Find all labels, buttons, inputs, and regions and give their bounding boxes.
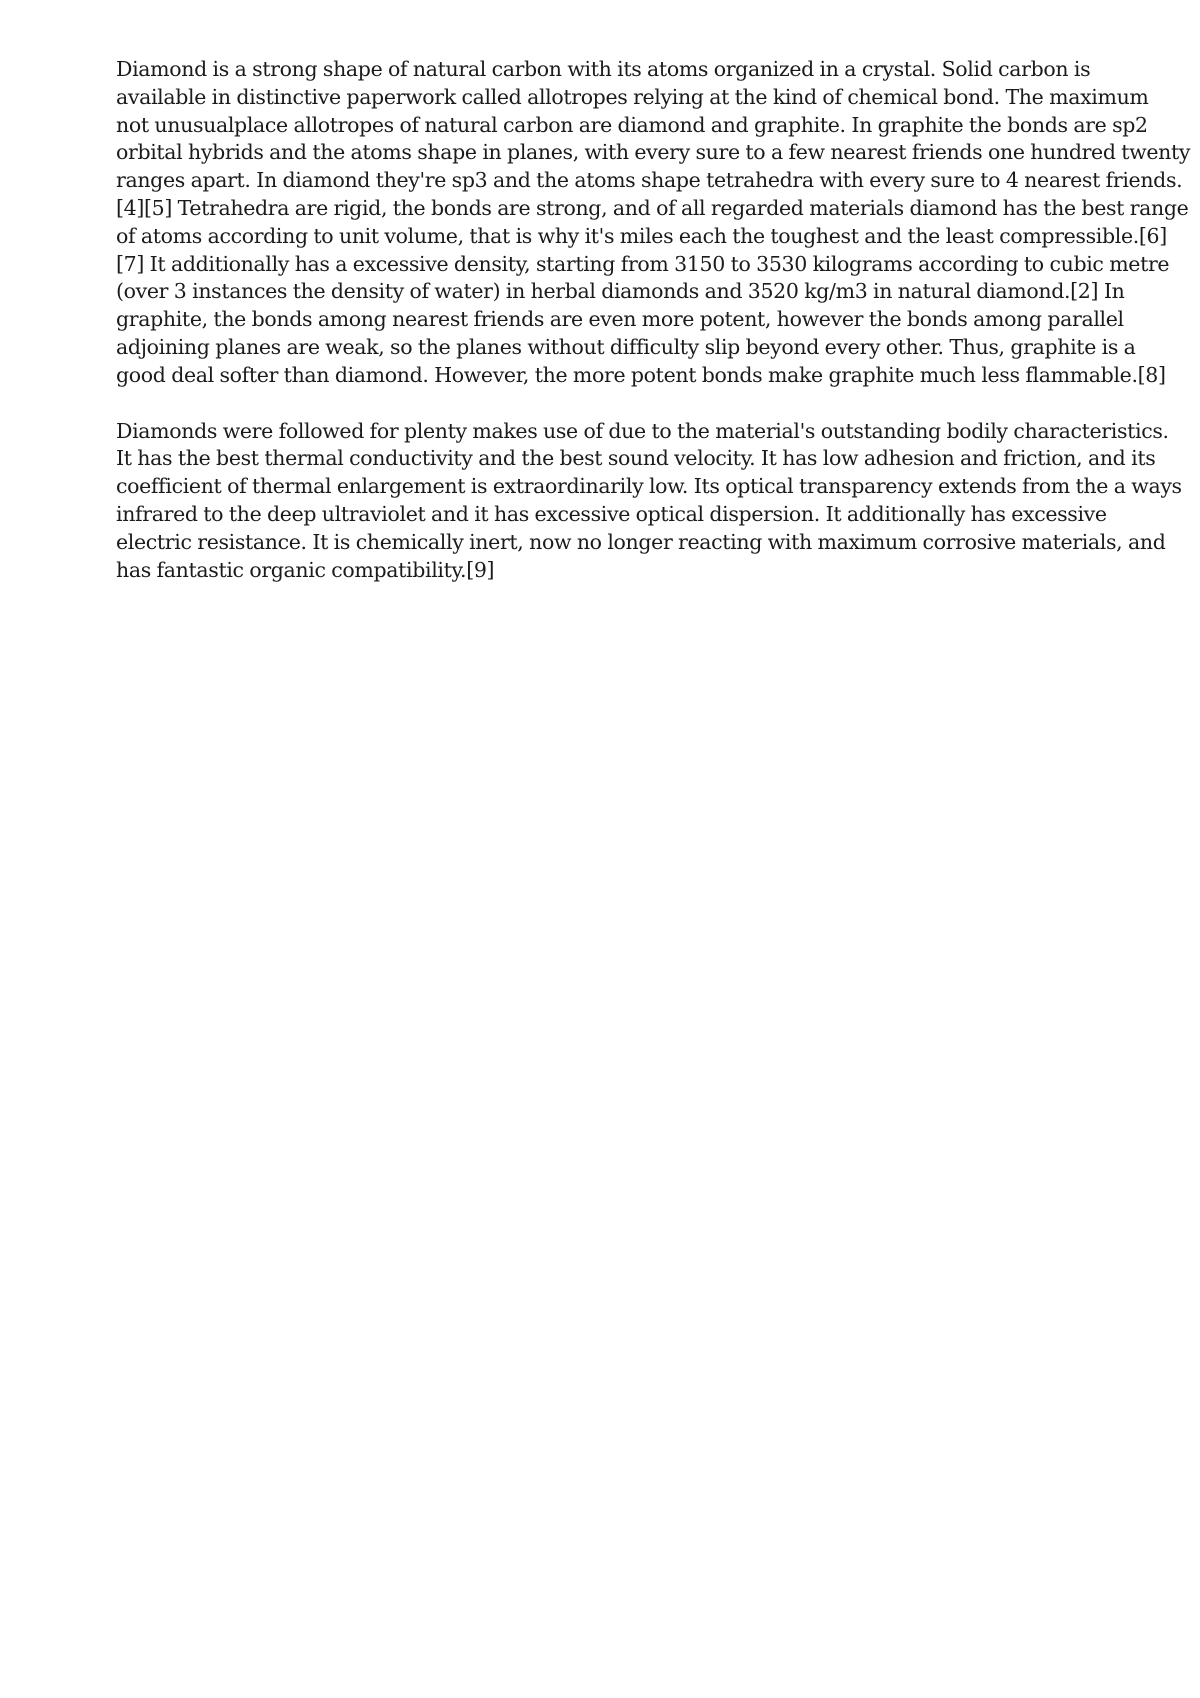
text-line: (over 3 instances the density of water) in herbal diamonds and 3520 kg/m3 in natural diamond.[2] In bbox=[116, 279, 1125, 304]
text-line: available in distinctive paperwork called allotropes relying at the kind of chemical bond. The maximum bbox=[116, 84, 1149, 109]
document-page bbox=[116, 56, 1191, 612]
text-line: graphite, the bonds among nearest friends are even more potent, however the bonds among parallel bbox=[116, 307, 1124, 332]
text-line: [4][5] Tetrahedra are rigid, the bonds are strong, and of all regarded materials diamond has the best range bbox=[116, 195, 1189, 220]
text-line: Diamonds were followed for plenty makes use of due to the material's outstanding bodily characteristics. bbox=[116, 418, 1169, 443]
paragraph-diamond-structure bbox=[116, 56, 1191, 390]
text-line: electric resistance. It is chemically inert, now no longer reacting with maximum corrosive materials, and bbox=[116, 529, 1166, 554]
text-line: [7] It additionally has a excessive density, starting from 3150 to 3530 kilograms according to cubic metre bbox=[116, 251, 1170, 276]
text-line: adjoining planes are weak, so the planes without difficulty slip beyond every other. Thus, graphite is a bbox=[116, 334, 1136, 359]
text-line: of atoms according to unit volume, that is why it's miles each the toughest and the least compressible.[6] bbox=[116, 223, 1167, 248]
text-line: infrared to the deep ultraviolet and it has excessive optical dispersion. It additionally has excessive bbox=[116, 501, 1107, 526]
text-line: not unusualplace allotropes of natural carbon are diamond and graphite. In graphite the bonds are sp2 bbox=[116, 112, 1148, 137]
text-line: coefficient of thermal enlargement is extraordinarily low. Its optical transparency extends from the a ways bbox=[116, 474, 1182, 499]
text-line: It has the best thermal conductivity and the best sound velocity. It has low adhesion and friction, and its bbox=[116, 446, 1156, 471]
text-line: good deal softer than diamond. However, the more potent bonds make graphite much less flammable.[8] bbox=[116, 362, 1166, 387]
paragraph-diamond-properties bbox=[116, 418, 1182, 585]
text-line: ranges apart. In diamond they're sp3 and the atoms shape tetrahedra with every sure to 4 nearest friends. bbox=[116, 168, 1183, 193]
text-line: Diamond is a strong shape of natural carbon with its atoms organized in a crystal. Solid carbon is bbox=[116, 57, 1091, 81]
text-line: orbital hybrids and the atoms shape in planes, with every sure to a few nearest friends one hundred twenty bbox=[116, 140, 1191, 165]
text-line: has fantastic organic compatibility.[9] bbox=[116, 557, 495, 582]
